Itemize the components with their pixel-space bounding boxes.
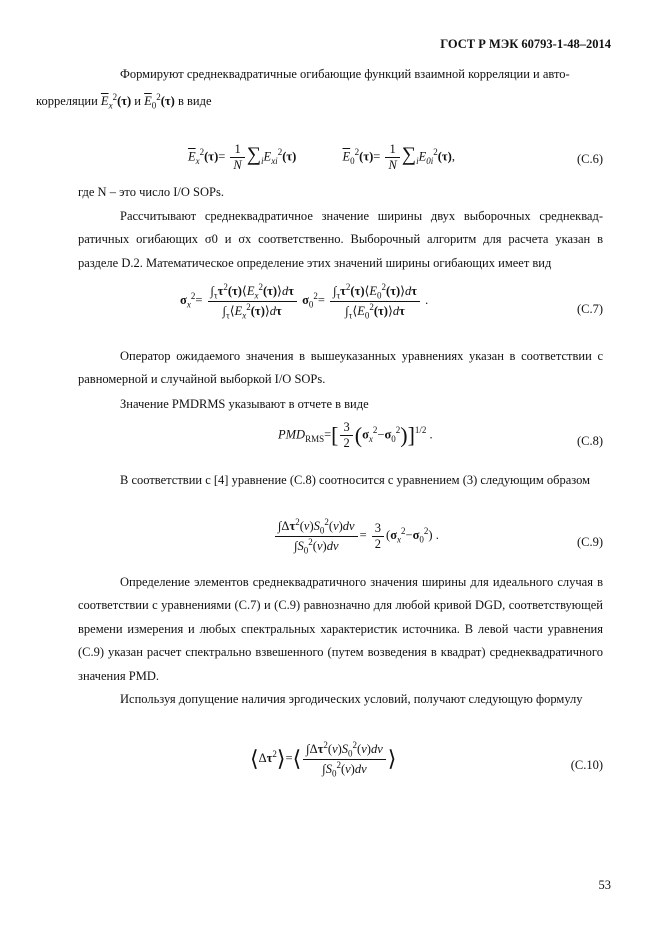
paragraph-2: где N – это число I/O SOPs.: [78, 185, 224, 199]
equation-c6-body: $\overline{E}_x^2(\tau)=$ $\frac{1}{N}$ $\sum_iE_{xi}^2(\tau)$ $\overline{E}_0^2(\tau)=$ $\frac{1}{N}$ $\sum_iE_{0i}^2(\tau)$,: [188, 142, 455, 172]
paragraph-1-line-2: корреляции $\overline{E}_x^2(\tau)$ и $\overline{E}_0^2(\tau)$ в виде: [36, 92, 212, 112]
paragraph-1-text-d: в виде: [177, 94, 212, 109]
equation-c7-number: (C.7): [576, 302, 603, 316]
paragraph-8: Используя допущение наличия эргодических условий, получают следующую формулу: [120, 692, 583, 706]
document-id-header: ГОСТ Р МЭК 60793-1-48–2014: [440, 37, 611, 51]
equation-c7: [78, 282, 603, 340]
page-number: 53: [598, 878, 611, 892]
equation-c9-number: (C.9): [576, 535, 603, 549]
equation-c9: [78, 517, 603, 569]
equation-c8-body: $PMD_{RMS}=$[ $\frac{3}{2}$ $(\sigma_x^2-\sigma_0^2)]^{1/2}$ .: [278, 420, 433, 450]
paragraph-7: Определение элементов среднеквадратичного значения ширины для идеального случая в соответствии с уравнениями (C.7) и (C.9) равнозначно для любой кривой DGD, соответствующей времени измерения и любых спектральных характеристик источника. В левой части уравнения (C.9) указан расчет спектрально взвешенного (путем возведения в квадрат) среднеквадратичного значения PMD.: [78, 575, 603, 683]
equation-c6-number: (C.6): [576, 152, 603, 166]
paragraph-1-text-c: и: [134, 94, 141, 109]
equation-c7-body: $\sigma_x^2=$ $\frac{\int_\tau\tau^2(\tau)⟨E_x^2(\tau)⟩d\tau}{\int_\tau⟨E_x^2(\tau)⟩d\tau}$ $\sigma_0^2=$ $\frac{\int_\tau\tau^2(\tau)⟨E_0^2(\tau)⟩d\tau}{\int_\tau⟨E_0^2(\tau)⟩d\tau}$ .: [180, 282, 429, 321]
paragraph-6: В соответствии с [4] уравнение (C.8) соотносится с уравнением (3) следующим образом: [120, 473, 591, 487]
paragraph-5: Значение PMDRMS указывают в отчете в виде: [120, 397, 369, 411]
equation-c8-number: (C.8): [576, 434, 603, 448]
paragraph-4: Оператор ожидаемого значения в вышеуказанных уравнениях указан в соответствии с равномерной и случайной выборкой I/O SOPs.: [78, 349, 603, 387]
equation-c8: [78, 420, 603, 464]
equation-c10: [78, 740, 603, 794]
equation-c10-number: (C.10): [570, 758, 603, 772]
equation-c6: [78, 142, 603, 182]
paragraph-1: [36, 63, 603, 118]
paragraph-1-text-b: корреляции: [36, 94, 98, 109]
equation-c10-body: $⟨\Delta\tau^2⟩=⟨$ $\frac{\int\Delta\tau^2(v)S_0^2(v)dv}{\int S_0^2(v)dv}$ ⟩: [250, 740, 397, 779]
paragraph-1-text-a: Формируют среднеквадратичные огибающие функций взаимной корреляции и авто-: [120, 67, 570, 81]
equation-c9-body: $\frac{\int\Delta\tau^2(v)S_0^2(v)dv}{\int S_0^2(v)dv}$ = $\frac{3}{2}$ $(\sigma_x^2-\sigma_0^2)$ .: [273, 517, 439, 555]
paragraph-3: Рассчитывают среднеквадратичное значение ширины двух выборочных среднеквад-ратичных огибающих σ0 и σx соответственно. Выборочный алгоритм для расчета указан в разделе D.2. Математическое определение этих значений ширины огибающих имеет вид: [78, 209, 603, 270]
